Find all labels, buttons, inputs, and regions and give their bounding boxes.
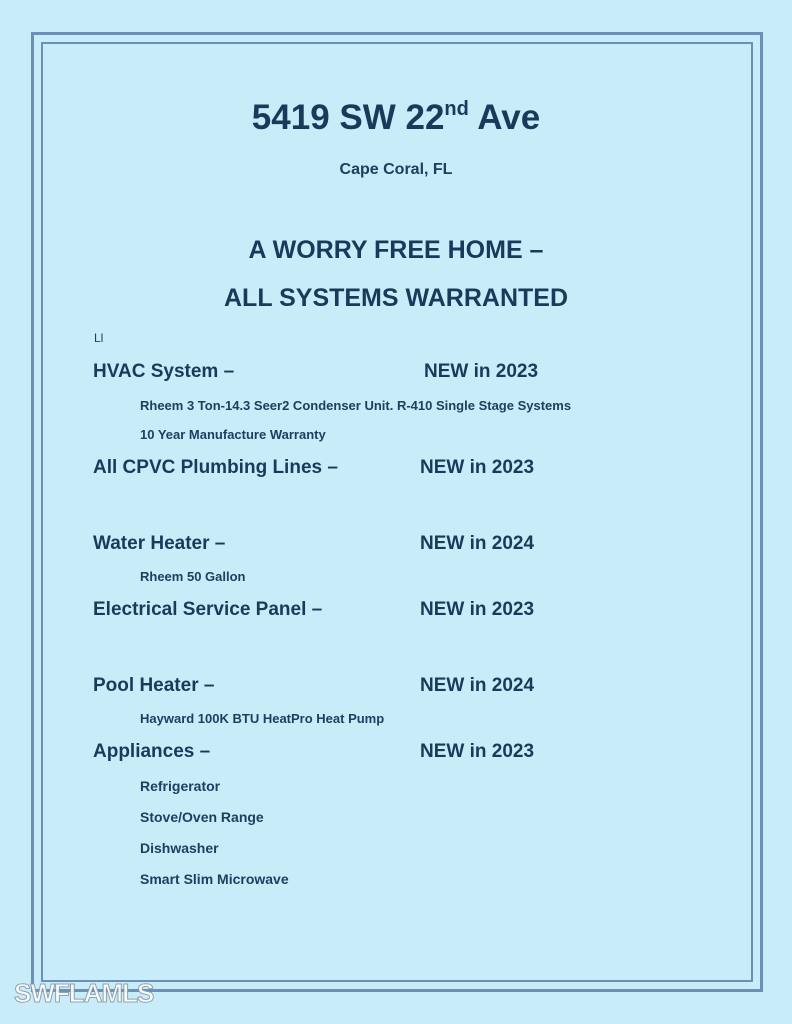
property-city: Cape Coral, FL: [339, 161, 453, 178]
hvac-system-label: HVAC System –: [93, 361, 235, 382]
electrical-panel-label: Electrical Service Panel –: [93, 599, 323, 620]
water-heater-label: Water Heater –: [93, 533, 226, 554]
address-end: Ave: [468, 98, 541, 137]
pool-heater-status: NEW in 2024: [420, 675, 535, 696]
appliances-status: NEW in 2023: [420, 741, 535, 762]
headline-line-1: A WORRY FREE HOME –: [248, 236, 544, 264]
stray-text: Ll: [94, 331, 104, 345]
mls-watermark: SWFLAMLS: [14, 978, 154, 1008]
appliance-item-refrigerator: Refrigerator: [140, 778, 221, 794]
appliance-item-dishwasher: Dishwasher: [140, 840, 219, 856]
appliance-item-microwave: Smart Slim Microwave: [140, 871, 289, 887]
address-ordinal: nd: [444, 98, 469, 120]
appliances-label: Appliances –: [93, 741, 211, 762]
water-heater-detail: Rheem 50 Gallon: [140, 569, 246, 584]
address-main: 5419 SW 22: [251, 98, 445, 137]
hvac-system-status: NEW in 2023: [424, 361, 539, 382]
hvac-detail-unit: Rheem 3 Ton-14.3 Seer2 Condenser Unit. R-410 Single Stage Systems: [140, 398, 572, 413]
plumbing-label: All CPVC Plumbing Lines –: [93, 457, 338, 478]
appliance-item-range: Stove/Oven Range: [140, 809, 264, 825]
pool-heater-detail: Hayward 100K BTU HeatPro Heat Pump: [140, 711, 385, 726]
pool-heater-label: Pool Heater –: [93, 675, 215, 696]
headline-line-2: ALL SYSTEMS WARRANTED: [224, 284, 568, 312]
hvac-detail-warranty: 10 Year Manufacture Warranty: [140, 427, 326, 442]
water-heater-status: NEW in 2024: [420, 533, 535, 554]
electrical-panel-status: NEW in 2023: [420, 599, 535, 620]
plumbing-status: NEW in 2023: [420, 457, 535, 478]
property-address: [0, 98, 792, 138]
